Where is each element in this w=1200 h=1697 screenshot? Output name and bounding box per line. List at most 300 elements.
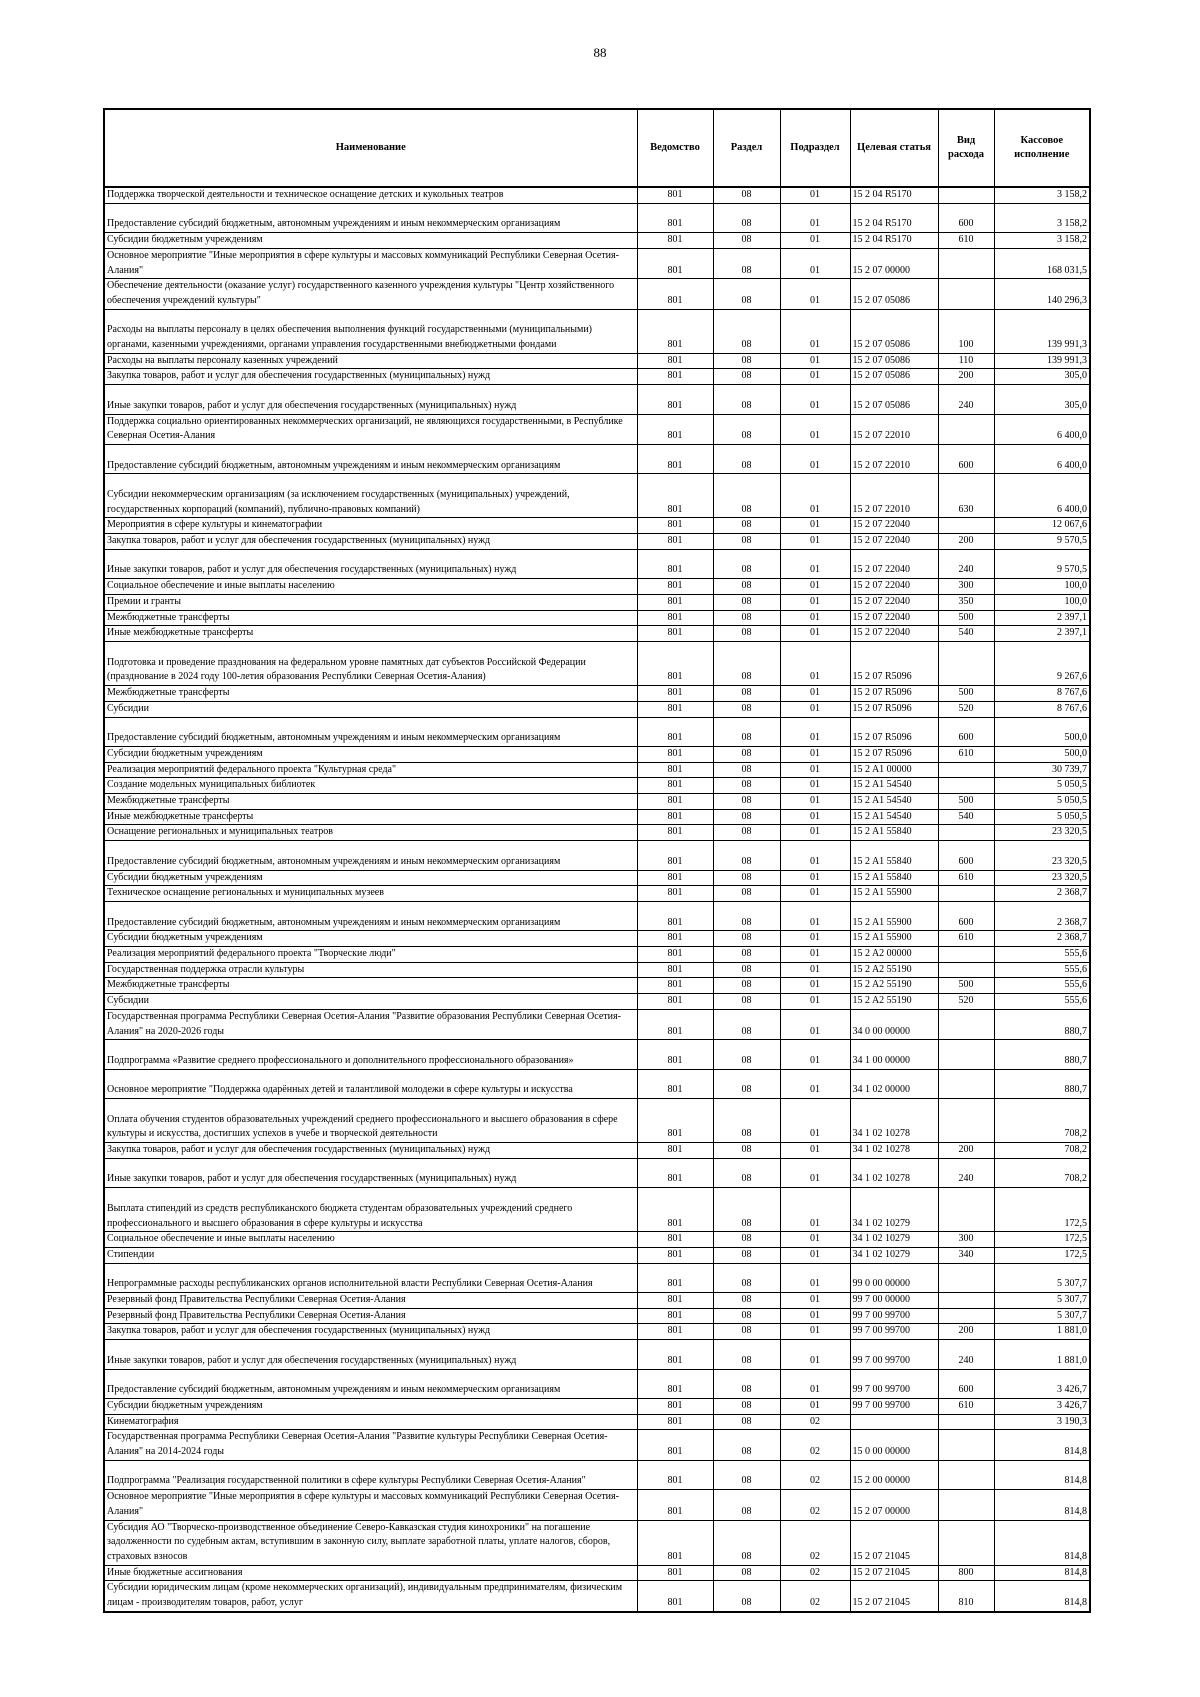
table-row — [104, 1188, 1090, 1232]
row-expense-type: 520 — [938, 994, 994, 1010]
row-target-article: 15 2 04 R5170 — [850, 203, 938, 232]
row-expense-type: 610 — [938, 870, 994, 886]
row-subsection: 01 — [780, 642, 850, 686]
row-department: 801 — [637, 886, 713, 902]
table-row — [104, 474, 1090, 518]
row-section: 08 — [713, 444, 780, 473]
row-name: Субсидии бюджетным учреждениям — [104, 1398, 637, 1414]
row-name: Предоставление субсидий бюджетным, автономным учреждениям и иным некоммерческим организациям — [104, 901, 637, 930]
row-department: 801 — [637, 841, 713, 870]
row-subsection: 01 — [780, 1143, 850, 1159]
row-cash-execution: 3 158,2 — [994, 187, 1090, 203]
row-name: Иные закупки товаров, работ и услуг для обеспечения государственных (муниципальных) нужд — [104, 1340, 637, 1369]
row-cash-execution: 708,2 — [994, 1143, 1090, 1159]
row-subsection: 01 — [780, 931, 850, 947]
table-row — [104, 1143, 1090, 1159]
row-section: 08 — [713, 1158, 780, 1187]
row-name: Государственная программа Республики Северная Осетия-Алания "Развитие образования Республики Северная Осетия-Алания" на 2020-2026 годы — [104, 1009, 637, 1039]
row-name: Подготовка и проведение празднования на федеральном уровне памятных дат субъектов Российской Федерации (празднование в 2024 году 100-летия образования Республики Северная Осетия-Алания) — [104, 642, 637, 686]
table-row — [104, 701, 1090, 717]
row-section: 08 — [713, 1099, 780, 1143]
table-row — [104, 1565, 1090, 1581]
row-section: 08 — [713, 1069, 780, 1098]
row-department: 801 — [637, 1158, 713, 1187]
row-name: Предоставление субсидий бюджетным, автономным учреждениям и иным некоммерческим организациям — [104, 717, 637, 746]
row-expense-type — [938, 1188, 994, 1232]
row-section: 08 — [713, 1009, 780, 1039]
table-row — [104, 1308, 1090, 1324]
row-cash-execution: 880,7 — [994, 1069, 1090, 1098]
row-name: Резервный фонд Правительства Республики Северная Осетия-Алания — [104, 1293, 637, 1309]
row-target-article: 15 2 07 22040 — [850, 534, 938, 550]
row-target-article: 34 1 02 10278 — [850, 1143, 938, 1159]
row-department: 801 — [637, 978, 713, 994]
row-department: 801 — [637, 579, 713, 595]
row-subsection: 01 — [780, 549, 850, 578]
row-section: 08 — [713, 1340, 780, 1369]
row-name: Субсидии юридическим лицам (кроме некоммерческих организаций), индивидуальным предпринимателям, физическим лицам - производителям товаров, работ, услуг — [104, 1581, 637, 1612]
row-section: 08 — [713, 187, 780, 203]
row-cash-execution: 2 368,7 — [994, 886, 1090, 902]
table-row — [104, 1232, 1090, 1248]
row-section: 08 — [713, 1040, 780, 1069]
row-expense-type — [938, 1490, 994, 1520]
row-section: 08 — [713, 947, 780, 963]
row-department: 801 — [637, 353, 713, 369]
row-subsection: 02 — [780, 1490, 850, 1520]
row-target-article: 15 2 A1 55840 — [850, 870, 938, 886]
row-department: 801 — [637, 746, 713, 762]
row-subsection: 01 — [780, 762, 850, 778]
row-expense-type — [938, 187, 994, 203]
row-name: Обеспечение деятельности (оказание услуг) государственного казенного учреждения культуры "Центр хозяйственного обеспечения учреждений культуры" — [104, 279, 637, 309]
row-subsection: 01 — [780, 1324, 850, 1340]
table-row — [104, 187, 1090, 203]
row-expense-type: 630 — [938, 474, 994, 518]
row-section: 08 — [713, 901, 780, 930]
row-cash-execution: 9 267,6 — [994, 642, 1090, 686]
row-expense-type — [938, 825, 994, 841]
row-expense-type — [938, 414, 994, 444]
row-subsection: 01 — [780, 701, 850, 717]
row-subsection: 01 — [780, 279, 850, 309]
table-row — [104, 1369, 1090, 1398]
table-row — [104, 518, 1090, 534]
row-target-article: 15 2 07 22040 — [850, 610, 938, 626]
row-name: Закупка товаров, работ и услуг для обеспечения государственных (муниципальных) нужд — [104, 534, 637, 550]
row-cash-execution: 305,0 — [994, 369, 1090, 385]
table-row — [104, 901, 1090, 930]
row-expense-type: 300 — [938, 579, 994, 595]
row-section: 08 — [713, 309, 780, 353]
row-target-article: 15 2 07 22040 — [850, 579, 938, 595]
row-cash-execution: 1 881,0 — [994, 1324, 1090, 1340]
row-name: Субсидии бюджетным учреждениям — [104, 931, 637, 947]
table-row — [104, 947, 1090, 963]
row-name: Поддержка творческой деятельности и техническое оснащение детских и кукольных театров — [104, 187, 637, 203]
row-section: 08 — [713, 610, 780, 626]
row-target-article: 15 2 07 22040 — [850, 549, 938, 578]
row-department: 801 — [637, 414, 713, 444]
row-expense-type: 600 — [938, 444, 994, 473]
row-section: 08 — [713, 825, 780, 841]
row-department: 801 — [637, 549, 713, 578]
row-target-article: 15 2 07 R5096 — [850, 701, 938, 717]
row-department: 801 — [637, 686, 713, 702]
row-cash-execution: 2 368,7 — [994, 931, 1090, 947]
row-department: 801 — [637, 1308, 713, 1324]
header-expense-type: Вид расхода — [938, 109, 994, 187]
row-section: 08 — [713, 1263, 780, 1292]
row-cash-execution: 172,5 — [994, 1247, 1090, 1263]
row-cash-execution: 555,6 — [994, 978, 1090, 994]
row-name: Государственная программа Республики Северная Осетия-Алания "Развитие культуры Республики Северная Осетия-Алания" на 2014-2024 годы — [104, 1430, 637, 1460]
row-subsection: 01 — [780, 353, 850, 369]
table-row — [104, 594, 1090, 610]
row-target-article: 15 2 07 05086 — [850, 279, 938, 309]
row-cash-execution: 814,8 — [994, 1490, 1090, 1520]
row-section: 08 — [713, 1247, 780, 1263]
table-row — [104, 203, 1090, 232]
row-expense-type: 810 — [938, 1581, 994, 1612]
row-name: Предоставление субсидий бюджетным, автономным учреждениям и иным некоммерческим организациям — [104, 444, 637, 473]
row-name: Предоставление субсидий бюджетным, автономным учреждениям и иным некоммерческим организациям — [104, 1369, 637, 1398]
row-subsection: 01 — [780, 1398, 850, 1414]
row-cash-execution: 3 190,3 — [994, 1414, 1090, 1430]
row-department: 801 — [637, 369, 713, 385]
row-expense-type: 800 — [938, 1565, 994, 1581]
row-expense-type: 200 — [938, 1143, 994, 1159]
table-row — [104, 549, 1090, 578]
row-name: Закупка товаров, работ и услуг для обеспечения государственных (муниципальных) нужд — [104, 369, 637, 385]
row-cash-execution: 30 739,7 — [994, 762, 1090, 778]
row-department: 801 — [637, 762, 713, 778]
row-expense-type: 240 — [938, 1340, 994, 1369]
row-target-article: 15 2 A1 55900 — [850, 901, 938, 930]
row-name: Премии и гранты — [104, 594, 637, 610]
row-name: Стипендии — [104, 1247, 637, 1263]
row-cash-execution: 708,2 — [994, 1158, 1090, 1187]
table-header-row — [104, 109, 1090, 187]
row-expense-type — [938, 1414, 994, 1430]
row-section: 08 — [713, 1143, 780, 1159]
row-expense-type — [938, 762, 994, 778]
row-department: 801 — [637, 870, 713, 886]
table-row — [104, 309, 1090, 353]
table-row — [104, 1398, 1090, 1414]
row-section: 08 — [713, 870, 780, 886]
table-row — [104, 778, 1090, 794]
row-subsection: 01 — [780, 778, 850, 794]
table-row — [104, 279, 1090, 309]
table-row — [104, 886, 1090, 902]
row-subsection: 01 — [780, 518, 850, 534]
row-subsection: 01 — [780, 870, 850, 886]
table-row — [104, 994, 1090, 1010]
row-department: 801 — [637, 1490, 713, 1520]
row-target-article: 15 2 07 05086 — [850, 353, 938, 369]
table-row — [104, 414, 1090, 444]
row-section: 08 — [713, 1369, 780, 1398]
row-target-article: 15 2 07 22010 — [850, 414, 938, 444]
row-target-article: 15 2 07 21045 — [850, 1520, 938, 1565]
row-department: 801 — [637, 309, 713, 353]
table-row — [104, 870, 1090, 886]
row-subsection: 01 — [780, 947, 850, 963]
row-cash-execution: 8 767,6 — [994, 686, 1090, 702]
table-row — [104, 762, 1090, 778]
row-section: 08 — [713, 1188, 780, 1232]
table-row — [104, 1414, 1090, 1430]
row-expense-type — [938, 642, 994, 686]
row-expense-type — [938, 1099, 994, 1143]
row-target-article: 15 2 07 22040 — [850, 594, 938, 610]
row-expense-type: 610 — [938, 746, 994, 762]
table-row — [104, 1069, 1090, 1098]
row-section: 08 — [713, 248, 780, 278]
row-expense-type — [938, 1308, 994, 1324]
row-expense-type: 610 — [938, 931, 994, 947]
row-cash-execution: 500,0 — [994, 746, 1090, 762]
row-target-article: 99 7 00 99700 — [850, 1340, 938, 1369]
row-section: 08 — [713, 809, 780, 825]
table-row — [104, 534, 1090, 550]
row-department: 801 — [637, 1460, 713, 1489]
row-section: 08 — [713, 1490, 780, 1520]
row-department: 801 — [637, 1009, 713, 1039]
row-department: 801 — [637, 1324, 713, 1340]
row-cash-execution: 3 158,2 — [994, 203, 1090, 232]
row-department: 801 — [637, 1247, 713, 1263]
table-row — [104, 686, 1090, 702]
row-expense-type: 600 — [938, 841, 994, 870]
row-target-article: 15 2 A1 54540 — [850, 794, 938, 810]
row-subsection: 01 — [780, 994, 850, 1010]
row-subsection: 01 — [780, 610, 850, 626]
row-target-article: 15 2 A1 54540 — [850, 809, 938, 825]
row-target-article: 15 2 07 R5096 — [850, 686, 938, 702]
row-subsection: 02 — [780, 1520, 850, 1565]
row-subsection: 01 — [780, 1263, 850, 1292]
row-subsection: 02 — [780, 1460, 850, 1489]
row-target-article: 15 2 A1 00000 — [850, 762, 938, 778]
table-row — [104, 1009, 1090, 1039]
row-name: Иные закупки товаров, работ и услуг для обеспечения государственных (муниципальных) нужд — [104, 385, 637, 414]
row-cash-execution: 5 050,5 — [994, 809, 1090, 825]
row-subsection: 01 — [780, 1158, 850, 1187]
row-cash-execution: 6 400,0 — [994, 414, 1090, 444]
row-cash-execution: 305,0 — [994, 385, 1090, 414]
row-expense-type: 610 — [938, 1398, 994, 1414]
row-department: 801 — [637, 626, 713, 642]
row-subsection: 01 — [780, 1040, 850, 1069]
row-target-article: 99 7 00 99700 — [850, 1398, 938, 1414]
table-row — [104, 610, 1090, 626]
row-name: Расходы на выплаты персоналу в целях обеспечения выполнения функций государственными (муниципальными) органами, казенными учреждениями, органами управления государственными внебюджетными фондами — [104, 309, 637, 353]
row-department: 801 — [637, 233, 713, 249]
row-expense-type: 500 — [938, 610, 994, 626]
row-cash-execution: 814,8 — [994, 1520, 1090, 1565]
row-section: 08 — [713, 1324, 780, 1340]
row-expense-type: 600 — [938, 901, 994, 930]
row-subsection: 01 — [780, 1293, 850, 1309]
row-subsection: 01 — [780, 886, 850, 902]
row-expense-type: 200 — [938, 1324, 994, 1340]
table-row — [104, 794, 1090, 810]
row-target-article: 34 1 02 10279 — [850, 1232, 938, 1248]
row-target-article: 15 0 00 00000 — [850, 1430, 938, 1460]
row-target-article: 15 2 07 22040 — [850, 518, 938, 534]
row-name: Межбюджетные трансферты — [104, 978, 637, 994]
row-section: 08 — [713, 353, 780, 369]
row-subsection: 01 — [780, 1308, 850, 1324]
row-expense-type — [938, 1460, 994, 1489]
row-cash-execution: 172,5 — [994, 1188, 1090, 1232]
row-department: 801 — [637, 1099, 713, 1143]
row-subsection: 01 — [780, 825, 850, 841]
row-department: 801 — [637, 642, 713, 686]
row-name: Мероприятия в сфере культуры и кинематографии — [104, 518, 637, 534]
row-subsection: 01 — [780, 1188, 850, 1232]
row-department: 801 — [637, 1340, 713, 1369]
row-subsection: 01 — [780, 841, 850, 870]
row-name: Социальное обеспечение и иные выплаты населению — [104, 579, 637, 595]
row-department: 801 — [637, 1398, 713, 1414]
row-name: Социальное обеспечение и иные выплаты населению — [104, 1232, 637, 1248]
row-expense-type: 200 — [938, 534, 994, 550]
table-row — [104, 978, 1090, 994]
row-department: 801 — [637, 1293, 713, 1309]
row-cash-execution: 5 050,5 — [994, 778, 1090, 794]
row-cash-execution: 2 397,1 — [994, 626, 1090, 642]
row-expense-type — [938, 947, 994, 963]
row-cash-execution: 814,8 — [994, 1581, 1090, 1612]
header-target-article: Целевая статья — [850, 109, 938, 187]
row-subsection: 01 — [780, 717, 850, 746]
row-expense-type: 600 — [938, 717, 994, 746]
row-department: 801 — [637, 947, 713, 963]
row-target-article: 15 2 07 22010 — [850, 474, 938, 518]
row-cash-execution: 172,5 — [994, 1232, 1090, 1248]
row-cash-execution: 555,6 — [994, 947, 1090, 963]
row-subsection: 01 — [780, 962, 850, 978]
row-subsection: 01 — [780, 414, 850, 444]
row-name: Межбюджетные трансферты — [104, 686, 637, 702]
row-subsection: 01 — [780, 686, 850, 702]
row-subsection: 02 — [780, 1430, 850, 1460]
row-target-article: 34 1 02 10278 — [850, 1099, 938, 1143]
row-department: 801 — [637, 1414, 713, 1430]
row-section: 08 — [713, 233, 780, 249]
row-name: Реализация мероприятий федерального проекта "Культурная среда" — [104, 762, 637, 778]
row-cash-execution: 6 400,0 — [994, 474, 1090, 518]
row-name: Расходы на выплаты персоналу казенных учреждений — [104, 353, 637, 369]
table-row — [104, 1520, 1090, 1565]
row-target-article: 15 2 07 05086 — [850, 385, 938, 414]
row-target-article: 99 0 00 00000 — [850, 1263, 938, 1292]
row-name: Иные межбюджетные трансферты — [104, 626, 637, 642]
table-row — [104, 1430, 1090, 1460]
table-row — [104, 1460, 1090, 1489]
row-target-article — [850, 1414, 938, 1430]
row-subsection: 01 — [780, 233, 850, 249]
table-row — [104, 746, 1090, 762]
table-row — [104, 931, 1090, 947]
row-expense-type — [938, 1293, 994, 1309]
row-cash-execution: 23 320,5 — [994, 841, 1090, 870]
row-department: 801 — [637, 994, 713, 1010]
row-subsection: 01 — [780, 901, 850, 930]
row-name: Непрограммные расходы республиканских органов исполнительной власти Республики Северная Осетия-Алания — [104, 1263, 637, 1292]
table-row — [104, 353, 1090, 369]
row-subsection: 01 — [780, 1340, 850, 1369]
row-target-article: 15 2 07 21045 — [850, 1581, 938, 1612]
row-section: 08 — [713, 474, 780, 518]
table-row — [104, 1293, 1090, 1309]
row-department: 801 — [637, 825, 713, 841]
row-cash-execution: 139 991,3 — [994, 353, 1090, 369]
row-section: 08 — [713, 686, 780, 702]
row-name: Государственная поддержка отрасли культуры — [104, 962, 637, 978]
table-row — [104, 233, 1090, 249]
row-target-article: 15 2 A2 55190 — [850, 962, 938, 978]
row-name: Оснащение региональных и муниципальных театров — [104, 825, 637, 841]
row-department: 801 — [637, 1430, 713, 1460]
row-subsection: 01 — [780, 1369, 850, 1398]
row-department: 801 — [637, 187, 713, 203]
row-department: 801 — [637, 1565, 713, 1581]
row-target-article: 15 2 07 R5096 — [850, 642, 938, 686]
row-section: 08 — [713, 931, 780, 947]
table-row — [104, 1263, 1090, 1292]
row-department: 801 — [637, 1040, 713, 1069]
row-cash-execution: 168 031,5 — [994, 248, 1090, 278]
row-section: 08 — [713, 717, 780, 746]
table-row — [104, 1340, 1090, 1369]
row-subsection: 01 — [780, 385, 850, 414]
row-cash-execution: 5 307,7 — [994, 1308, 1090, 1324]
row-target-article: 99 7 00 99700 — [850, 1308, 938, 1324]
row-name: Оплата обучения студентов образовательных учреждений среднего профессионального и высшего образования в сфере культуры и искусства, достигших успехов в учебе и творческой деятельности — [104, 1099, 637, 1143]
table-row — [104, 1099, 1090, 1143]
row-name: Субсидии бюджетным учреждениям — [104, 233, 637, 249]
row-section: 08 — [713, 1565, 780, 1581]
row-target-article: 15 2 A1 55840 — [850, 825, 938, 841]
row-section: 08 — [713, 701, 780, 717]
row-target-article: 34 1 02 10279 — [850, 1247, 938, 1263]
row-name: Резервный фонд Правительства Республики Северная Осетия-Алания — [104, 1308, 637, 1324]
row-expense-type: 540 — [938, 626, 994, 642]
row-department: 801 — [637, 248, 713, 278]
row-cash-execution: 880,7 — [994, 1009, 1090, 1039]
row-target-article: 34 1 02 10278 — [850, 1158, 938, 1187]
row-target-article: 15 2 07 22010 — [850, 444, 938, 473]
row-cash-execution: 3 426,7 — [994, 1369, 1090, 1398]
row-target-article: 15 2 A2 55190 — [850, 994, 938, 1010]
row-section: 08 — [713, 962, 780, 978]
table-row — [104, 1581, 1090, 1612]
row-target-article: 15 2 A1 55900 — [850, 931, 938, 947]
row-name: Субсидия АО "Творческо-производственное объединение Северо-Кавказская студия кинохроники" на погашение задолженности по судебным актам, вступившим в законную силу, выплате заработной платы, уплате налогов, сборов, страховых взносов — [104, 1520, 637, 1565]
row-department: 801 — [637, 279, 713, 309]
row-cash-execution: 100,0 — [994, 594, 1090, 610]
row-cash-execution: 708,2 — [994, 1099, 1090, 1143]
row-name: Иные закупки товаров, работ и услуг для обеспечения государственных (муниципальных) нужд — [104, 549, 637, 578]
row-subsection: 01 — [780, 444, 850, 473]
row-department: 801 — [637, 794, 713, 810]
row-section: 08 — [713, 746, 780, 762]
row-department: 801 — [637, 1232, 713, 1248]
